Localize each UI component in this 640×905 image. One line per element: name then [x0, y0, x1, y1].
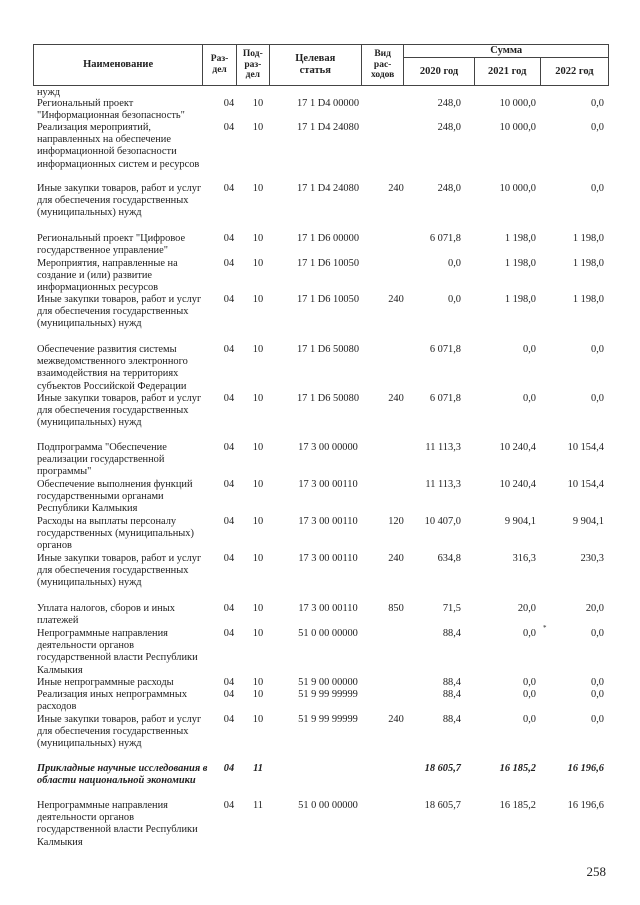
cell-razd: 04	[223, 516, 235, 527]
cell-vid: 850	[388, 603, 404, 614]
cell-s22: 1 198,0	[572, 233, 604, 244]
cell-podr: 10	[252, 233, 264, 244]
cell-s22: 0,0	[591, 689, 604, 700]
cell-s22: 1 198,0	[572, 294, 604, 305]
header-2021: 2021 год	[474, 58, 540, 86]
cell-s22: 16 196,6	[567, 763, 604, 774]
cell-s20: 6 071,8	[429, 233, 461, 244]
cell-podr: 10	[252, 122, 264, 133]
cell-podr: 10	[252, 603, 264, 614]
cell-cel: 17 1 D6 50080	[296, 393, 360, 404]
cell-razd: 04	[223, 628, 235, 639]
cell-vid: 240	[388, 183, 404, 194]
cell-s21: 1 198,0	[504, 294, 536, 305]
cell-s21: 10 240,4	[499, 442, 536, 453]
cell-name: Обеспечение развития системы межведомственного электронного взаимодействия на территориях субъектов Российской Федерации	[37, 344, 188, 392]
cell-cel: 17 1 D6 00000	[296, 233, 360, 244]
cell-podr: 10	[252, 393, 264, 404]
cell-s20: 6 071,8	[429, 393, 461, 404]
cell-s21: 0,0	[523, 628, 536, 639]
cell-s20: 18 605,7	[424, 800, 461, 811]
cell-razd: 04	[223, 393, 235, 404]
cell-razd: 04	[223, 714, 235, 725]
cell-podr: 10	[252, 516, 264, 527]
cell-vid: 240	[388, 553, 404, 564]
cell-s20: 88,4	[442, 689, 461, 700]
cell-razd: 04	[223, 479, 235, 490]
cell-s22: 0,0	[591, 98, 604, 109]
cell-razd: 04	[223, 677, 235, 688]
cell-razd: 04	[223, 258, 235, 269]
cell-name: Региональный проект "Информационная безопасность"	[37, 98, 185, 122]
cell-s22: 0,0	[591, 183, 604, 194]
cell-cel: 17 3 00 00110	[298, 603, 358, 614]
cell-s21: 10 000,0	[499, 98, 536, 109]
cell-podr: 10	[252, 714, 264, 725]
cell-name: Региональный проект "Цифровое государственное управление"	[37, 233, 186, 257]
cell-s21: 1 198,0	[504, 258, 536, 269]
cell-podr: 10	[252, 628, 264, 639]
cell-s21: 0,0	[523, 689, 536, 700]
cell-name: Расходы на выплаты персоналу государственных (муниципальных) органов	[37, 516, 194, 552]
cell-name: Иные закупки товаров, работ и услуг для обеспечения государственных (муниципальных) нужд	[37, 294, 202, 330]
cell-s20: 248,0	[437, 122, 461, 133]
cell-podr: 11	[252, 800, 263, 811]
cell-s20: 248,0	[437, 183, 461, 194]
cell-podr: 10	[252, 294, 264, 305]
cell-name: Реализация мероприятий, направленных на обеспечение информационной безопасности информационных систем и ресурсов	[37, 122, 200, 170]
cell-name: Непрограммные направления деятельности органов государственной власти Республики Калмыкия	[37, 628, 198, 676]
cell-s22: 0,0	[591, 628, 604, 639]
cell-razd: 04	[223, 442, 235, 453]
cell-podr: 11	[253, 763, 263, 774]
cell-cel: 17 3 00 00110	[298, 516, 358, 527]
cell-s20: 88,4	[442, 677, 461, 688]
cell-s20: 248,0	[437, 98, 461, 109]
header-razd: Раз- дел	[203, 45, 237, 86]
cell-razd: 04	[223, 553, 235, 564]
cell-name: Уплата налогов, сборов и иных платежей	[37, 603, 175, 627]
cell-s22: 0,0	[591, 122, 604, 133]
header-2022: 2022 год	[540, 58, 608, 86]
cell-razd: 04	[223, 183, 235, 194]
cell-cel: 51 9 00 00000	[298, 677, 358, 688]
cell-s20: 88,4	[442, 714, 461, 725]
cell-name: Непрограммные направления деятельности органов государственной власти Республики Калмыкия	[37, 800, 198, 848]
page-number: 258	[586, 864, 606, 879]
cell-cel: 17 3 00 00110	[298, 479, 358, 490]
stray-mark: *	[543, 624, 547, 632]
cell-cel: 17 1 D4 00000	[296, 98, 360, 109]
cell-s21: 9 904,1	[504, 516, 536, 527]
cell-podr: 10	[252, 553, 264, 564]
cell-s21: 20,0	[517, 603, 536, 614]
header-podr: Под- раз- дел	[236, 45, 269, 86]
cell-name: Иные закупки товаров, работ и услуг для обеспечения государственных (муниципальных) нужд	[37, 714, 202, 750]
cell-cel: 17 3 00 00000	[298, 442, 358, 453]
cell-razd: 04	[223, 603, 235, 614]
cell-name: Подпрограмма "Обеспечение реализации государственной программы"	[37, 442, 167, 478]
cell-cel: 51 9 99 99999	[298, 714, 358, 725]
cell-s21: 0,0	[523, 344, 536, 355]
cell-s20: 634,8	[437, 553, 461, 564]
cell-cel: 17 1 D6 10050	[296, 258, 360, 269]
cell-s20: 18 605,7	[424, 763, 461, 774]
cell-name: Иные непрограммные расходы	[37, 677, 174, 688]
header-2020: 2020 год	[404, 58, 474, 86]
cell-s21: 0,0	[523, 677, 536, 688]
cell-s21: 1 198,0	[504, 233, 536, 244]
cell-razd: 04	[223, 344, 235, 355]
header-summa: Сумма	[404, 45, 609, 58]
cell-podr: 10	[252, 98, 264, 109]
cell-podr: 10	[252, 479, 264, 490]
cell-cel: 17 1 D4 24080	[296, 183, 360, 194]
cell-s22: 20,0	[585, 603, 604, 614]
cell-name: Обеспечение выполнения функций государственными органами Республики Калмыкия	[37, 479, 193, 515]
cell-name: Иные закупки товаров, работ и услуг для обеспечения государственных (муниципальных) нужд	[37, 183, 202, 219]
cell-s21: 10 000,0	[499, 183, 536, 194]
cell-podr: 10	[252, 677, 264, 688]
cell-s22: 0,0	[591, 677, 604, 688]
cell-razd: 04	[223, 98, 235, 109]
cell-s22: 10 154,4	[567, 479, 604, 490]
cell-name: Иные закупки товаров, работ и услуг для обеспечения государственных (муниципальных) нужд	[37, 393, 202, 429]
cell-s20: 11 113,3	[425, 479, 461, 490]
cell-name: Реализация иных непрограммных расходов	[37, 689, 188, 713]
cell-cel: 17 1 D6 50080	[296, 344, 360, 355]
cell-name: нужд	[37, 87, 61, 98]
cell-s22: 9 904,1	[572, 516, 604, 527]
cell-cel: 51 0 00 00000	[298, 800, 358, 811]
cell-s22: 0,0	[591, 714, 604, 725]
cell-vid: 120	[388, 516, 404, 527]
header-cel: Целевая статья	[269, 45, 361, 86]
cell-razd: 04	[223, 233, 235, 244]
cell-s22: 230,3	[580, 553, 604, 564]
cell-s21: 0,0	[523, 714, 536, 725]
cell-podr: 10	[252, 183, 264, 194]
cell-cel: 17 1 D6 10050	[296, 294, 360, 305]
cell-s22: 1 198,0	[572, 258, 604, 269]
cell-podr: 10	[252, 442, 264, 453]
cell-s21: 316,3	[512, 553, 536, 564]
cell-cel: 17 3 00 00110	[298, 553, 358, 564]
cell-razd: 04	[223, 122, 235, 133]
header-vid: Вид рас- ходов	[361, 45, 404, 86]
cell-podr: 10	[252, 258, 264, 269]
cell-name: Прикладные научные исследования в области национальной экономики	[37, 763, 208, 787]
cell-cel: 17 1 D4 24080	[296, 122, 360, 133]
cell-s22: 16 196,6	[567, 800, 604, 811]
cell-s20: 11 113,3	[425, 442, 461, 453]
cell-razd: 04	[223, 689, 235, 700]
cell-s21: 16 185,2	[499, 800, 536, 811]
cell-s21: 10 240,4	[499, 479, 536, 490]
cell-s20: 88,4	[442, 628, 461, 639]
cell-s20: 6 071,8	[429, 344, 461, 355]
cell-s20: 0,0	[448, 258, 461, 269]
cell-name: Мероприятия, направленные на создание и (или) развитие информационных ресурсов	[37, 258, 178, 294]
cell-podr: 10	[252, 689, 264, 700]
cell-s20: 10 407,0	[424, 516, 461, 527]
cell-razd: 04	[223, 294, 235, 305]
cell-s22: 0,0	[591, 393, 604, 404]
cell-s20: 0,0	[448, 294, 461, 305]
cell-s20: 71,5	[442, 603, 461, 614]
cell-s22: 0,0	[591, 344, 604, 355]
cell-cel: 51 0 00 00000	[298, 628, 358, 639]
cell-s21: 0,0	[523, 393, 536, 404]
cell-name: Иные закупки товаров, работ и услуг для обеспечения государственных (муниципальных) нужд	[37, 553, 202, 589]
cell-razd: 04	[223, 763, 235, 774]
cell-razd: 04	[223, 800, 235, 811]
cell-vid: 240	[388, 714, 404, 725]
cell-s22: 10 154,4	[567, 442, 604, 453]
cell-vid: 240	[388, 393, 404, 404]
cell-podr: 10	[252, 344, 264, 355]
cell-s21: 10 000,0	[499, 122, 536, 133]
cell-cel: 51 9 99 99999	[298, 689, 358, 700]
cell-s21: 16 185,2	[499, 763, 536, 774]
header-naim: Наименование	[34, 45, 203, 86]
cell-vid: 240	[388, 294, 404, 305]
